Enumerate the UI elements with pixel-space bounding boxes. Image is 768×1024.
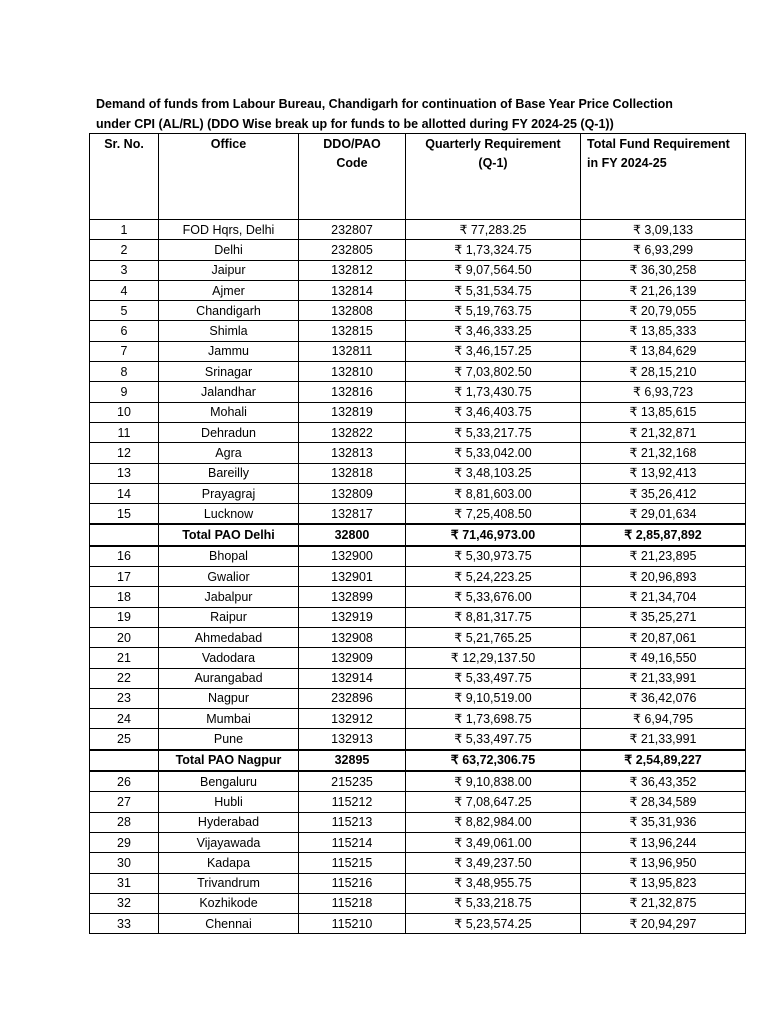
cell-ddo-code: 32800 xyxy=(299,524,406,545)
cell-total-fund: ₹ 49,16,550 xyxy=(581,648,746,668)
cell-quarterly: ₹ 5,19,763.75 xyxy=(406,301,581,321)
table-row xyxy=(90,260,746,280)
table-row xyxy=(90,853,746,873)
cell-quarterly: ₹ 7,03,802.50 xyxy=(406,362,581,382)
cell-ddo-code: 132812 xyxy=(299,260,406,280)
cell-sr-no: 16 xyxy=(90,546,159,567)
cell-ddo-code: 132912 xyxy=(299,709,406,729)
cell-ddo-code: 132901 xyxy=(299,567,406,587)
cell-office: Ajmer xyxy=(159,280,299,300)
cell-quarterly: ₹ 3,46,157.25 xyxy=(406,341,581,361)
cell-ddo-code: 132808 xyxy=(299,301,406,321)
cell-quarterly: ₹ 8,82,984.00 xyxy=(406,812,581,832)
cell-office: Jaipur xyxy=(159,260,299,280)
cell-ddo-code: 132819 xyxy=(299,402,406,422)
cell-total-fund: ₹ 21,32,168 xyxy=(581,443,746,463)
table-row xyxy=(90,546,746,567)
table-row xyxy=(90,668,746,688)
table-row xyxy=(90,321,746,341)
table-row xyxy=(90,688,746,708)
cell-office: Shimla xyxy=(159,321,299,341)
total-row xyxy=(90,750,746,771)
cell-quarterly: ₹ 3,48,955.75 xyxy=(406,873,581,893)
cell-office: Lucknow xyxy=(159,504,299,525)
cell-sr-no: 33 xyxy=(90,914,159,934)
cell-sr-no: 29 xyxy=(90,832,159,852)
cell-total-fund: ₹ 20,96,893 xyxy=(581,567,746,587)
cell-office: Gwalior xyxy=(159,567,299,587)
cell-ddo-code: 132899 xyxy=(299,587,406,607)
cell-total-fund: ₹ 20,87,061 xyxy=(581,627,746,647)
cell-quarterly: ₹ 3,46,333.25 xyxy=(406,321,581,341)
cell-total-fund: ₹ 21,34,704 xyxy=(581,587,746,607)
cell-quarterly: ₹ 9,07,564.50 xyxy=(406,260,581,280)
cell-sr-no: 17 xyxy=(90,567,159,587)
cell-ddo-code: 115215 xyxy=(299,853,406,873)
cell-office: Raipur xyxy=(159,607,299,627)
table-row xyxy=(90,341,746,361)
cell-office: Kadapa xyxy=(159,853,299,873)
cell-sr-no: 20 xyxy=(90,627,159,647)
cell-ddo-code: 132817 xyxy=(299,504,406,525)
cell-office: Hyderabad xyxy=(159,812,299,832)
table-row xyxy=(90,382,746,402)
table-header-row xyxy=(90,134,746,220)
cell-total-fund: ₹ 36,43,352 xyxy=(581,771,746,792)
cell-ddo-code: 32895 xyxy=(299,750,406,771)
cell-office: Vijayawada xyxy=(159,832,299,852)
cell-quarterly: ₹ 3,48,103.25 xyxy=(406,463,581,483)
cell-sr-no: 32 xyxy=(90,893,159,913)
cell-sr-no: 9 xyxy=(90,382,159,402)
table-row xyxy=(90,709,746,729)
cell-total-fund: ₹ 6,93,299 xyxy=(581,240,746,260)
cell-office: Bhopal xyxy=(159,546,299,567)
cell-ddo-code: 115214 xyxy=(299,832,406,852)
cell-sr-no: 28 xyxy=(90,812,159,832)
cell-office: Mumbai xyxy=(159,709,299,729)
cell-ddo-code: 132813 xyxy=(299,443,406,463)
table-row xyxy=(90,729,746,750)
cell-total-fund: ₹ 36,30,258 xyxy=(581,260,746,280)
cell-office: Srinagar xyxy=(159,362,299,382)
cell-quarterly: ₹ 7,08,647.25 xyxy=(406,792,581,812)
cell-quarterly: ₹ 12,29,137.50 xyxy=(406,648,581,668)
cell-total-fund: ₹ 21,26,139 xyxy=(581,280,746,300)
cell-quarterly: ₹ 5,33,497.75 xyxy=(406,668,581,688)
cell-office: Total PAO Delhi xyxy=(159,524,299,545)
cell-total-fund: ₹ 35,31,936 xyxy=(581,812,746,832)
cell-ddo-code: 132814 xyxy=(299,280,406,300)
cell-quarterly: ₹ 71,46,973.00 xyxy=(406,524,581,545)
cell-quarterly: ₹ 5,33,497.75 xyxy=(406,729,581,750)
cell-sr-no: 27 xyxy=(90,792,159,812)
cell-ddo-code: 215235 xyxy=(299,771,406,792)
cell-quarterly: ₹ 5,21,765.25 xyxy=(406,627,581,647)
cell-total-fund: ₹ 2,85,87,892 xyxy=(581,524,746,545)
cell-sr-no: 19 xyxy=(90,607,159,627)
cell-sr-no: 11 xyxy=(90,422,159,442)
cell-total-fund: ₹ 35,25,271 xyxy=(581,607,746,627)
cell-total-fund: ₹ 6,94,795 xyxy=(581,709,746,729)
cell-quarterly: ₹ 3,49,237.50 xyxy=(406,853,581,873)
table-row xyxy=(90,771,746,792)
cell-total-fund: ₹ 13,95,823 xyxy=(581,873,746,893)
cell-quarterly: ₹ 5,23,574.25 xyxy=(406,914,581,934)
table-row xyxy=(90,443,746,463)
cell-quarterly: ₹ 5,33,217.75 xyxy=(406,422,581,442)
cell-sr-no: 5 xyxy=(90,301,159,321)
cell-quarterly: ₹ 63,72,306.75 xyxy=(406,750,581,771)
cell-quarterly: ₹ 5,33,676.00 xyxy=(406,587,581,607)
cell-office: Jabalpur xyxy=(159,587,299,607)
cell-sr-no: 6 xyxy=(90,321,159,341)
cell-office: Kozhikode xyxy=(159,893,299,913)
cell-sr-no: 2 xyxy=(90,240,159,260)
cell-quarterly: ₹ 1,73,698.75 xyxy=(406,709,581,729)
cell-total-fund: ₹ 36,42,076 xyxy=(581,688,746,708)
cell-sr-no: 13 xyxy=(90,463,159,483)
cell-total-fund: ₹ 13,96,950 xyxy=(581,853,746,873)
cell-office: Dehradun xyxy=(159,422,299,442)
cell-sr-no: 15 xyxy=(90,504,159,525)
header-office: Office xyxy=(159,134,299,220)
table-row xyxy=(90,873,746,893)
cell-office: Bareilly xyxy=(159,463,299,483)
cell-office: Ahmedabad xyxy=(159,627,299,647)
cell-ddo-code: 115210 xyxy=(299,914,406,934)
cell-office: Vadodara xyxy=(159,648,299,668)
cell-ddo-code: 132913 xyxy=(299,729,406,750)
cell-quarterly: ₹ 5,33,218.75 xyxy=(406,893,581,913)
table-row xyxy=(90,914,746,934)
cell-sr-no: 21 xyxy=(90,648,159,668)
cell-total-fund: ₹ 13,85,333 xyxy=(581,321,746,341)
cell-office: FOD Hqrs, Delhi xyxy=(159,220,299,240)
cell-quarterly: ₹ 5,24,223.25 xyxy=(406,567,581,587)
cell-sr-no: 14 xyxy=(90,483,159,503)
total-row xyxy=(90,524,746,545)
cell-sr-no: 3 xyxy=(90,260,159,280)
cell-total-fund: ₹ 20,79,055 xyxy=(581,301,746,321)
cell-ddo-code: 132900 xyxy=(299,546,406,567)
table-row xyxy=(90,567,746,587)
cell-ddo-code: 132908 xyxy=(299,627,406,647)
cell-office: Chandigarh xyxy=(159,301,299,321)
table-row xyxy=(90,792,746,812)
cell-sr-no xyxy=(90,524,159,545)
cell-sr-no: 8 xyxy=(90,362,159,382)
cell-quarterly: ₹ 5,31,534.75 xyxy=(406,280,581,300)
cell-sr-no: 1 xyxy=(90,220,159,240)
cell-total-fund: ₹ 28,34,589 xyxy=(581,792,746,812)
table-row xyxy=(90,627,746,647)
cell-office: Mohali xyxy=(159,402,299,422)
cell-ddo-code: 115218 xyxy=(299,893,406,913)
cell-quarterly: ₹ 9,10,838.00 xyxy=(406,771,581,792)
table-row xyxy=(90,648,746,668)
cell-sr-no: 25 xyxy=(90,729,159,750)
cell-ddo-code: 132810 xyxy=(299,362,406,382)
cell-quarterly: ₹ 8,81,317.75 xyxy=(406,607,581,627)
cell-sr-no: 22 xyxy=(90,668,159,688)
cell-sr-no: 7 xyxy=(90,341,159,361)
cell-office: Hubli xyxy=(159,792,299,812)
cell-ddo-code: 132816 xyxy=(299,382,406,402)
cell-total-fund: ₹ 28,15,210 xyxy=(581,362,746,382)
cell-quarterly: ₹ 9,10,519.00 xyxy=(406,688,581,708)
cell-total-fund: ₹ 13,84,629 xyxy=(581,341,746,361)
cell-office: Chennai xyxy=(159,914,299,934)
cell-ddo-code: 132822 xyxy=(299,422,406,442)
cell-ddo-code: 232896 xyxy=(299,688,406,708)
cell-quarterly: ₹ 1,73,324.75 xyxy=(406,240,581,260)
cell-ddo-code: 232807 xyxy=(299,220,406,240)
cell-quarterly: ₹ 3,46,403.75 xyxy=(406,402,581,422)
table-row xyxy=(90,362,746,382)
cell-total-fund: ₹ 20,94,297 xyxy=(581,914,746,934)
cell-ddo-code: 132811 xyxy=(299,341,406,361)
table-row xyxy=(90,422,746,442)
cell-total-fund: ₹ 2,54,89,227 xyxy=(581,750,746,771)
table-row xyxy=(90,301,746,321)
cell-office: Delhi xyxy=(159,240,299,260)
cell-total-fund: ₹ 29,01,634 xyxy=(581,504,746,525)
cell-office: Total PAO Nagpur xyxy=(159,750,299,771)
cell-office: Nagpur xyxy=(159,688,299,708)
funds-table xyxy=(89,133,746,934)
cell-ddo-code: 115212 xyxy=(299,792,406,812)
table-row xyxy=(90,812,746,832)
table-row xyxy=(90,240,746,260)
cell-office: Trivandrum xyxy=(159,873,299,893)
cell-total-fund: ₹ 21,33,991 xyxy=(581,668,746,688)
cell-total-fund: ₹ 35,26,412 xyxy=(581,483,746,503)
header-quarterly: Quarterly Requirement (Q-1) xyxy=(406,134,581,220)
cell-sr-no: 30 xyxy=(90,853,159,873)
cell-sr-no: 23 xyxy=(90,688,159,708)
cell-office: Agra xyxy=(159,443,299,463)
table-row xyxy=(90,607,746,627)
table-row xyxy=(90,463,746,483)
cell-office: Jalandhar xyxy=(159,382,299,402)
cell-ddo-code: 132919 xyxy=(299,607,406,627)
cell-sr-no: 24 xyxy=(90,709,159,729)
cell-ddo-code: 132809 xyxy=(299,483,406,503)
cell-total-fund: ₹ 13,92,413 xyxy=(581,463,746,483)
cell-ddo-code: 115213 xyxy=(299,812,406,832)
table-row xyxy=(90,280,746,300)
cell-total-fund: ₹ 21,23,895 xyxy=(581,546,746,567)
cell-quarterly: ₹ 8,81,603.00 xyxy=(406,483,581,503)
cell-total-fund: ₹ 21,32,871 xyxy=(581,422,746,442)
cell-ddo-code: 132914 xyxy=(299,668,406,688)
cell-ddo-code: 132818 xyxy=(299,463,406,483)
cell-ddo-code: 115216 xyxy=(299,873,406,893)
cell-ddo-code: 132909 xyxy=(299,648,406,668)
table-row xyxy=(90,587,746,607)
title-line-2: under CPI (AL/RL) (DDO Wise break up for funds to be allotted during FY 2024-25 (Q-1)) xyxy=(96,117,614,131)
document-title xyxy=(96,94,696,134)
cell-total-fund: ₹ 13,85,615 xyxy=(581,402,746,422)
table-row xyxy=(90,402,746,422)
cell-total-fund: ₹ 3,09,133 xyxy=(581,220,746,240)
cell-quarterly: ₹ 7,25,408.50 xyxy=(406,504,581,525)
cell-sr-no: 26 xyxy=(90,771,159,792)
cell-total-fund: ₹ 21,32,875 xyxy=(581,893,746,913)
header-sr-no: Sr. No. xyxy=(90,134,159,220)
cell-sr-no xyxy=(90,750,159,771)
cell-sr-no: 12 xyxy=(90,443,159,463)
cell-sr-no: 18 xyxy=(90,587,159,607)
cell-office: Aurangabad xyxy=(159,668,299,688)
cell-office: Bengaluru xyxy=(159,771,299,792)
cell-office: Jammu xyxy=(159,341,299,361)
cell-office: Prayagraj xyxy=(159,483,299,503)
table-row xyxy=(90,893,746,913)
cell-sr-no: 4 xyxy=(90,280,159,300)
cell-sr-no: 10 xyxy=(90,402,159,422)
table-row xyxy=(90,220,746,240)
cell-quarterly: ₹ 5,30,973.75 xyxy=(406,546,581,567)
cell-total-fund: ₹ 13,96,244 xyxy=(581,832,746,852)
cell-sr-no: 31 xyxy=(90,873,159,893)
cell-office: Pune xyxy=(159,729,299,750)
header-ddo-code: DDO/PAO Code xyxy=(299,134,406,220)
table-row xyxy=(90,483,746,503)
header-total-fund: Total Fund Requirement in FY 2024-25 xyxy=(581,134,746,220)
cell-ddo-code: 132815 xyxy=(299,321,406,341)
cell-ddo-code: 232805 xyxy=(299,240,406,260)
cell-quarterly: ₹ 5,33,042.00 xyxy=(406,443,581,463)
cell-quarterly: ₹ 1,73,430.75 xyxy=(406,382,581,402)
title-line-1: Demand of funds from Labour Bureau, Chandigarh for continuation of Base Year Price Collection xyxy=(96,97,673,111)
cell-total-fund: ₹ 21,33,991 xyxy=(581,729,746,750)
cell-quarterly: ₹ 3,49,061.00 xyxy=(406,832,581,852)
table-row xyxy=(90,504,746,525)
cell-quarterly: ₹ 77,283.25 xyxy=(406,220,581,240)
cell-total-fund: ₹ 6,93,723 xyxy=(581,382,746,402)
table-row xyxy=(90,832,746,852)
